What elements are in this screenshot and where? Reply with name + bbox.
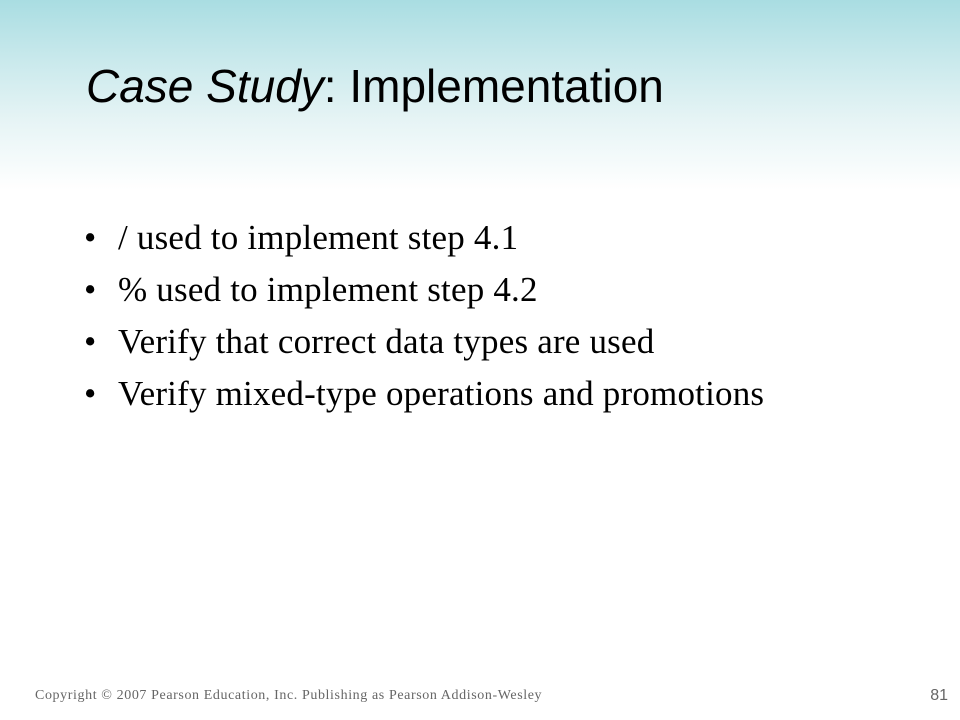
bullet-text: Verify mixed-type operations and promotions	[118, 374, 765, 413]
page-number: 81	[930, 687, 948, 704]
slide-title-italic: Case Study	[86, 60, 324, 112]
bullet-icon: •	[84, 270, 97, 309]
bullet-item	[84, 322, 804, 362]
slide-title-rest: : Implementation	[323, 60, 664, 112]
bullet-item	[84, 270, 804, 310]
bullet-text: % used to implement step 4.2	[118, 270, 538, 309]
footer-copyright: Copyright © 2007 Pearson Education, Inc. Publishing as Pearson Addison-Wesley	[35, 688, 543, 703]
slide-title	[86, 56, 664, 116]
bullet-icon: •	[84, 374, 97, 413]
bullet-list	[84, 218, 804, 426]
bullet-icon: •	[84, 218, 97, 257]
bullet-item	[84, 218, 804, 258]
bullet-item	[84, 374, 804, 414]
bullet-icon: •	[84, 322, 97, 361]
bullet-text: / used to implement step 4.1	[118, 218, 519, 257]
bullet-text: Verify that correct data types are used	[118, 322, 655, 361]
